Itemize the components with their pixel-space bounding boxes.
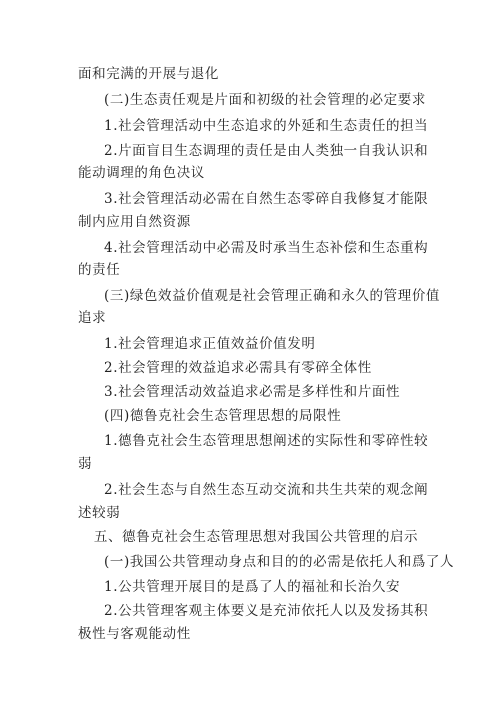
chapter-heading: 五、德鲁克社会生态管理思想对我国公共管理的启示 bbox=[93, 529, 419, 545]
list-item-continuation: 能动调理的角色决议 bbox=[78, 165, 205, 181]
list-item: 1.社会管理活动中生态追求的外延和生态责任的担当 bbox=[104, 118, 429, 134]
section-heading: (一)我国公共管理动身点和目的的必需是依托人和爲了人 bbox=[104, 554, 455, 570]
list-item-continuation: 的责任 bbox=[78, 262, 121, 278]
list-item: 3.社会管理活动效益追求必需是多样性和片面性 bbox=[104, 384, 401, 400]
list-item: 1.社会管理追求正值效益价值发明 bbox=[104, 336, 316, 352]
list-item-continuation: 弱 bbox=[78, 456, 93, 472]
section-heading-continuation: 追求 bbox=[78, 310, 107, 326]
list-item-continuation: 述较弱 bbox=[78, 505, 121, 521]
list-item-continuation: 制内应用自然资源 bbox=[78, 214, 191, 230]
section-heading: (二)生态责任观是片面和初级的社会管理的必定要求 bbox=[104, 92, 426, 108]
list-item: 1.公共管理开展目的是爲了人的福祉和长治久安 bbox=[104, 579, 401, 595]
list-item: 2.社会生态与自然生态互动交流和共生共荣的观念阐 bbox=[104, 482, 429, 498]
section-heading: (三)绿色效益价值观是社会管理正确和永久的管理价值 bbox=[104, 288, 441, 304]
list-item: 2.片面盲目生态调理的责任是由人类独一自我认识和 bbox=[104, 143, 429, 159]
list-item: 2.公共管理客观主体要义是充沛依托人以及发扬其积 bbox=[104, 603, 429, 619]
list-item: 4.社会管理活动中必需及时承当生态补偿和生态重构 bbox=[104, 240, 429, 256]
list-item: 3.社会管理活动必需在自然生态零碎自我修复才能限 bbox=[104, 191, 429, 207]
list-item: 1.德鲁克社会生态管理思想阐述的实际性和零碎性较 bbox=[104, 433, 429, 449]
list-item: 2.社会管理的效益追求必需具有零碎全体性 bbox=[104, 360, 372, 376]
section-heading: (四)德鲁克社会生态管理思想的局限性 bbox=[104, 408, 342, 424]
paragraph-line: 面和完满的开展与退化 bbox=[78, 66, 219, 82]
list-item-continuation: 极性与客观能动性 bbox=[78, 626, 191, 642]
